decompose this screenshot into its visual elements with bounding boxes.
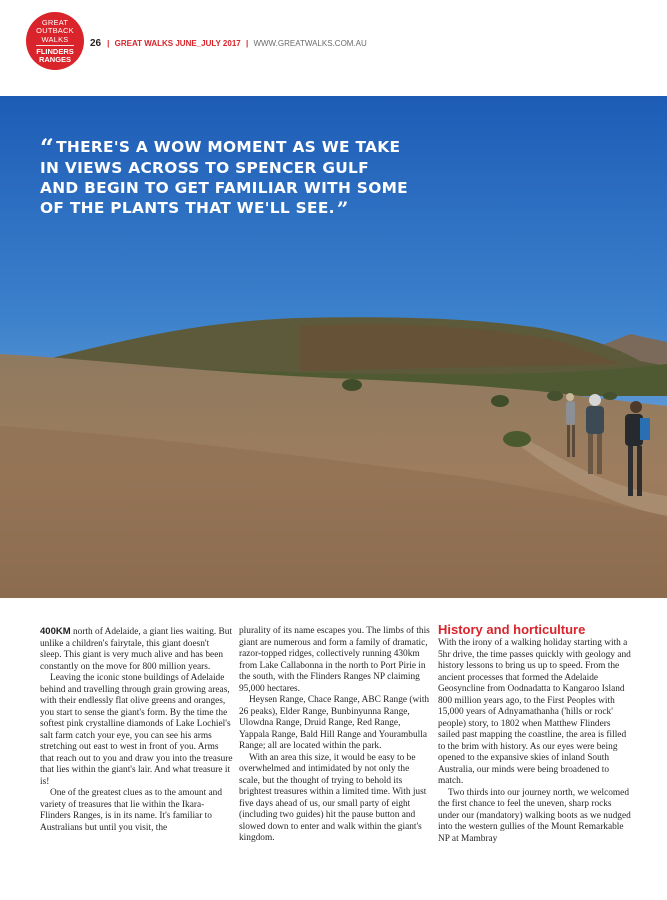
- badge-line: RANGES: [38, 55, 72, 65]
- shrub: [603, 392, 617, 400]
- hiker-head: [566, 393, 574, 401]
- article-column-3: [438, 638, 631, 845]
- badge-line: FLINDERS: [36, 47, 74, 56]
- pull-quote: [40, 133, 420, 221]
- badge-line: GREAT: [41, 18, 69, 27]
- open-quote-mark: “: [40, 133, 55, 162]
- article-column-1: [40, 626, 233, 834]
- hiker-leg: [597, 434, 602, 474]
- badge-region-label: [26, 48, 84, 65]
- paragraph-text: north of Adelaide, a giant lies waiting. But unlike a children's fairytale, this giant doesn't sleep. This giant is very much alive and has been constantly on the move for 800 million years.: [40, 627, 233, 672]
- lead-in: 400KM: [40, 626, 71, 637]
- pull-quote-line: THERE'S A WOW MOMENT AS WE TAKE: [56, 138, 401, 156]
- article-paragraph: plurality of its name escapes you. The limbs of this giant are numerous and form a family of dramatic, razor-topped ridges, collectively running 430km from Lake Callabonna in the north to Port Pirie in the south, with the Flinders Ranges NP claiming 95,000 hectares.: [239, 626, 430, 694]
- article-paragraph: Heysen Range, Chace Range, ABC Range (with 26 peaks), Elder Range, Bunbinyunna Range, Ulowdna Range, Druid Range, Red Range, Yappala Range, Bald Hill Range and Yourambulla Range; all are located within the park.: [239, 695, 430, 751]
- website-url: WWW.GREATWALKS.COM.AU: [253, 39, 367, 48]
- article-paragraph: One of the greatest clues as to the amount and variety of treasures that lie within the Ikara-Flinders Ranges, is in its name. It's familiar to Australians but until you visit, the: [40, 788, 223, 833]
- hiker-leg: [588, 434, 593, 474]
- folio-divider: |: [107, 39, 110, 48]
- close-quote-mark: ”: [336, 197, 349, 221]
- hiker-head: [630, 401, 642, 413]
- section-badge: [26, 12, 84, 70]
- article-paragraph: With the irony of a walking holiday starting with a 5hr drive, the time passes quickly with geology and history lessons to bring us up to speed. From the ancient processes that formed the Adelaide Geosyncline from Oodnadatta to Kangaroo Island 800 million years ago, to the First Peoples with 15,000 years of Adnyamathanha ('hills or rock' people) story, to 1802 when Matthew Flinders sailed past mapping the coastline, the area is filled to the brim with history. As our eyes were being opened to the expansive skies of inland South Australia, our minds were being broadened to match.: [438, 638, 631, 786]
- hiker-leg: [567, 425, 570, 457]
- article-paragraph: [40, 626, 233, 673]
- publication-name: GREAT WALKS JUNE_JULY 2017: [114, 39, 241, 48]
- article-paragraph: With an area this size, it would be easy to be overwhelmed and intimidated by not only the scale, but the thought of trying to behold its brightest treasures within a limited time. With just five days ahead of us, our small party of eight (including two guides) hit the pause button and slowed down to enter and walk within the giant's kingdom.: [239, 752, 427, 843]
- folio-divider: |: [245, 39, 249, 48]
- section-subhead: History and horticulture: [438, 622, 586, 637]
- hiker-hat: [589, 394, 601, 406]
- article-paragraph: Leaving the iconic stone buildings of Adelaide behind and travelling through grain growing areas, with their endlessly flat olive greens and oranges, you start to sense the giant's form. By the time the softest pink crystalline diamonds of Lake Lochiel's salt farm catch your eye, you can see his arms stretching out east to west in front of you. Arms that reach out to you and draw you into the treasure that lies within the giant's lair. And what treasure it is!: [40, 673, 233, 787]
- page-number: 26: [90, 38, 102, 49]
- badge-line: OUTBACK: [36, 26, 74, 36]
- shrub: [503, 431, 531, 447]
- hiker-leg: [628, 446, 633, 496]
- article-paragraph: Two thirds into our journey north, we welcomed the first chance to feel the uneven, sharp rocks under our (mandatory) walking boots as we nudged into the western gullies of the Mount Remarkable NP at Mambray: [438, 787, 631, 844]
- hiker-leg: [572, 425, 575, 457]
- shrub: [491, 395, 509, 407]
- pull-quote-line: OF THE PLANTS THAT WE'LL SEE.: [40, 199, 335, 217]
- badge-divider: [36, 45, 74, 46]
- page-folio: [90, 38, 367, 49]
- shrub: [547, 391, 563, 401]
- badge-section-label: [26, 19, 84, 44]
- hiker-leg: [637, 446, 642, 496]
- pull-quote-line: AND BEGIN TO GET FAMILIAR WITH SOME: [40, 179, 409, 197]
- pull-quote-line: IN VIEWS ACROSS TO SPENCER GULF: [40, 159, 369, 177]
- hiker-shirt: [640, 418, 650, 440]
- badge-line: WALKS: [41, 34, 69, 44]
- shrub: [342, 379, 362, 391]
- article-column-2: [239, 626, 432, 845]
- hiker: [586, 406, 604, 434]
- hiker: [566, 401, 575, 425]
